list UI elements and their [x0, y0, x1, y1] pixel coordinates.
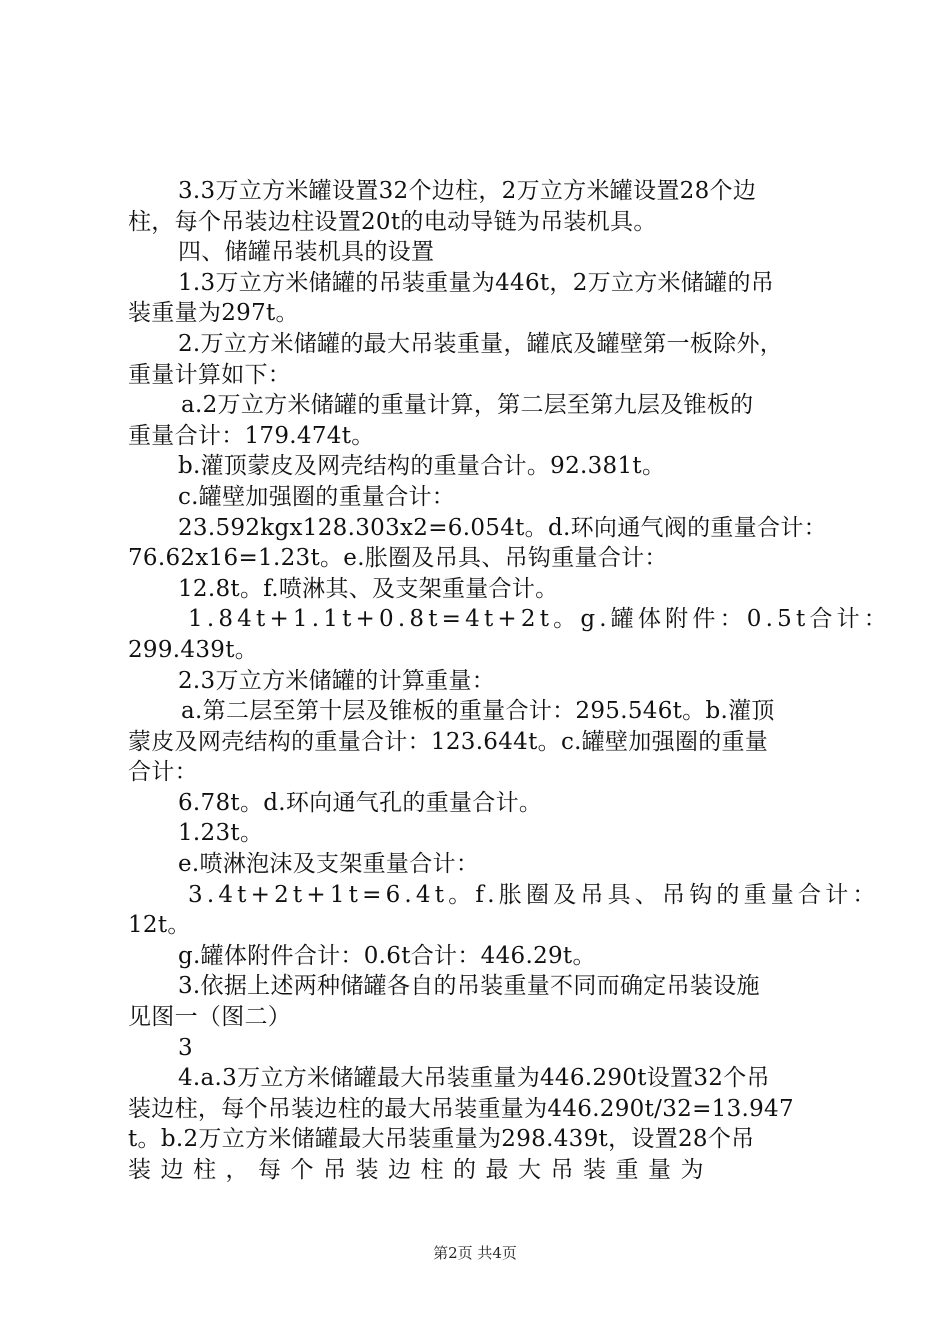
- paragraph-line: 2.万立方米储罐的最大吊装重量，罐底及罐壁第一板除外，: [178, 330, 784, 357]
- paragraph-line: 12t。: [128, 912, 191, 939]
- paragraph-line: 299.439t。: [128, 636, 259, 663]
- paragraph-line: 蒙皮及网壳结构的重量合计：123.644t。c.罐壁加强圈的重量: [128, 728, 769, 755]
- paragraph-line: 6.78t。d.环向通气孔的重量合计。: [178, 789, 543, 816]
- paragraph-line: 1.23t。: [178, 820, 264, 847]
- paragraph-line: 重量计算如下：: [128, 361, 292, 388]
- paragraph-line: 见图一（图二）: [128, 1004, 292, 1031]
- paragraph-line: 3.依据上述两种储罐各自的吊装重量不同而确定吊装设施: [178, 973, 760, 1000]
- page-footer: 第2页 共4页: [433, 1244, 517, 1262]
- paragraph-line: e.喷淋泡沫及支架重量合计：: [178, 851, 480, 878]
- paragraph-line: 重量合计：179.474t。: [128, 422, 375, 449]
- paragraph-line: 1.3万立方米储罐的吊装重量为446t，2万立方米储罐的吊: [178, 269, 775, 296]
- paragraph-line: 柱，每个吊装边柱设置20t的电动导链为吊装机具。: [128, 208, 657, 235]
- paragraph-line: 76.62x16=1.23t。e.胀圈及吊具、吊钩重量合计：: [128, 545, 668, 572]
- paragraph-line: g.罐体附件合计：0.6t合计：446.29t。: [178, 942, 596, 969]
- paragraph-line: c.罐壁加强圈的重量合计：: [178, 483, 456, 510]
- paragraph-line: 3.3万立方米罐设置32个边柱，2万立方米罐设置28个边: [178, 178, 757, 204]
- paragraph-line: t。b.2万立方米储罐最大吊装重量为298.439t，设置28个吊: [128, 1126, 755, 1153]
- paragraph-line: 装边柱，每个吊装边柱的最大吊装重量为446.290t/32=13.947: [128, 1095, 794, 1122]
- paragraph-line: a.2万立方米储罐的重量计算，第二层至第九层及锥板的: [181, 392, 754, 419]
- paragraph-line: 合计：: [128, 759, 198, 786]
- paragraph-line: 装边柱，每个吊装边柱的最大吊装重量为: [128, 1157, 713, 1183]
- paragraph-line: 2.3万立方米储罐的计算重量：: [178, 667, 496, 694]
- paragraph-line: 4.a.3万立方米储罐最大吊装重量为446.290t设置32个吊: [178, 1065, 770, 1092]
- section-heading: 四、储罐吊装机具的设置: [178, 239, 435, 266]
- document-body: [128, 176, 891, 1186]
- paragraph-line: 23.592kgx128.303x2=6.054t。d.环向通气阀的重量合计：: [178, 514, 827, 541]
- paragraph-line: a.第二层至第十层及锥板的重量合计：295.546t。b.灌顶: [181, 698, 775, 725]
- paragraph-line: 装重量为297t。: [128, 300, 299, 327]
- paragraph-line: 1.84t+1.1t+0.8t=4t+2t。g.罐体附件：0.5t合计：: [188, 606, 891, 633]
- paragraph-line: b.灌顶蒙皮及网壳结构的重量合计。92.381t。: [178, 453, 666, 480]
- page-reference: 3: [178, 1034, 193, 1061]
- paragraph-line: 12.8t。f.喷淋其、及支架重量合计。: [178, 575, 559, 602]
- paragraph-line: 3.4t+2t+1t=6.4t。f.胀圈及吊具、吊钩的重量合计：: [188, 881, 880, 908]
